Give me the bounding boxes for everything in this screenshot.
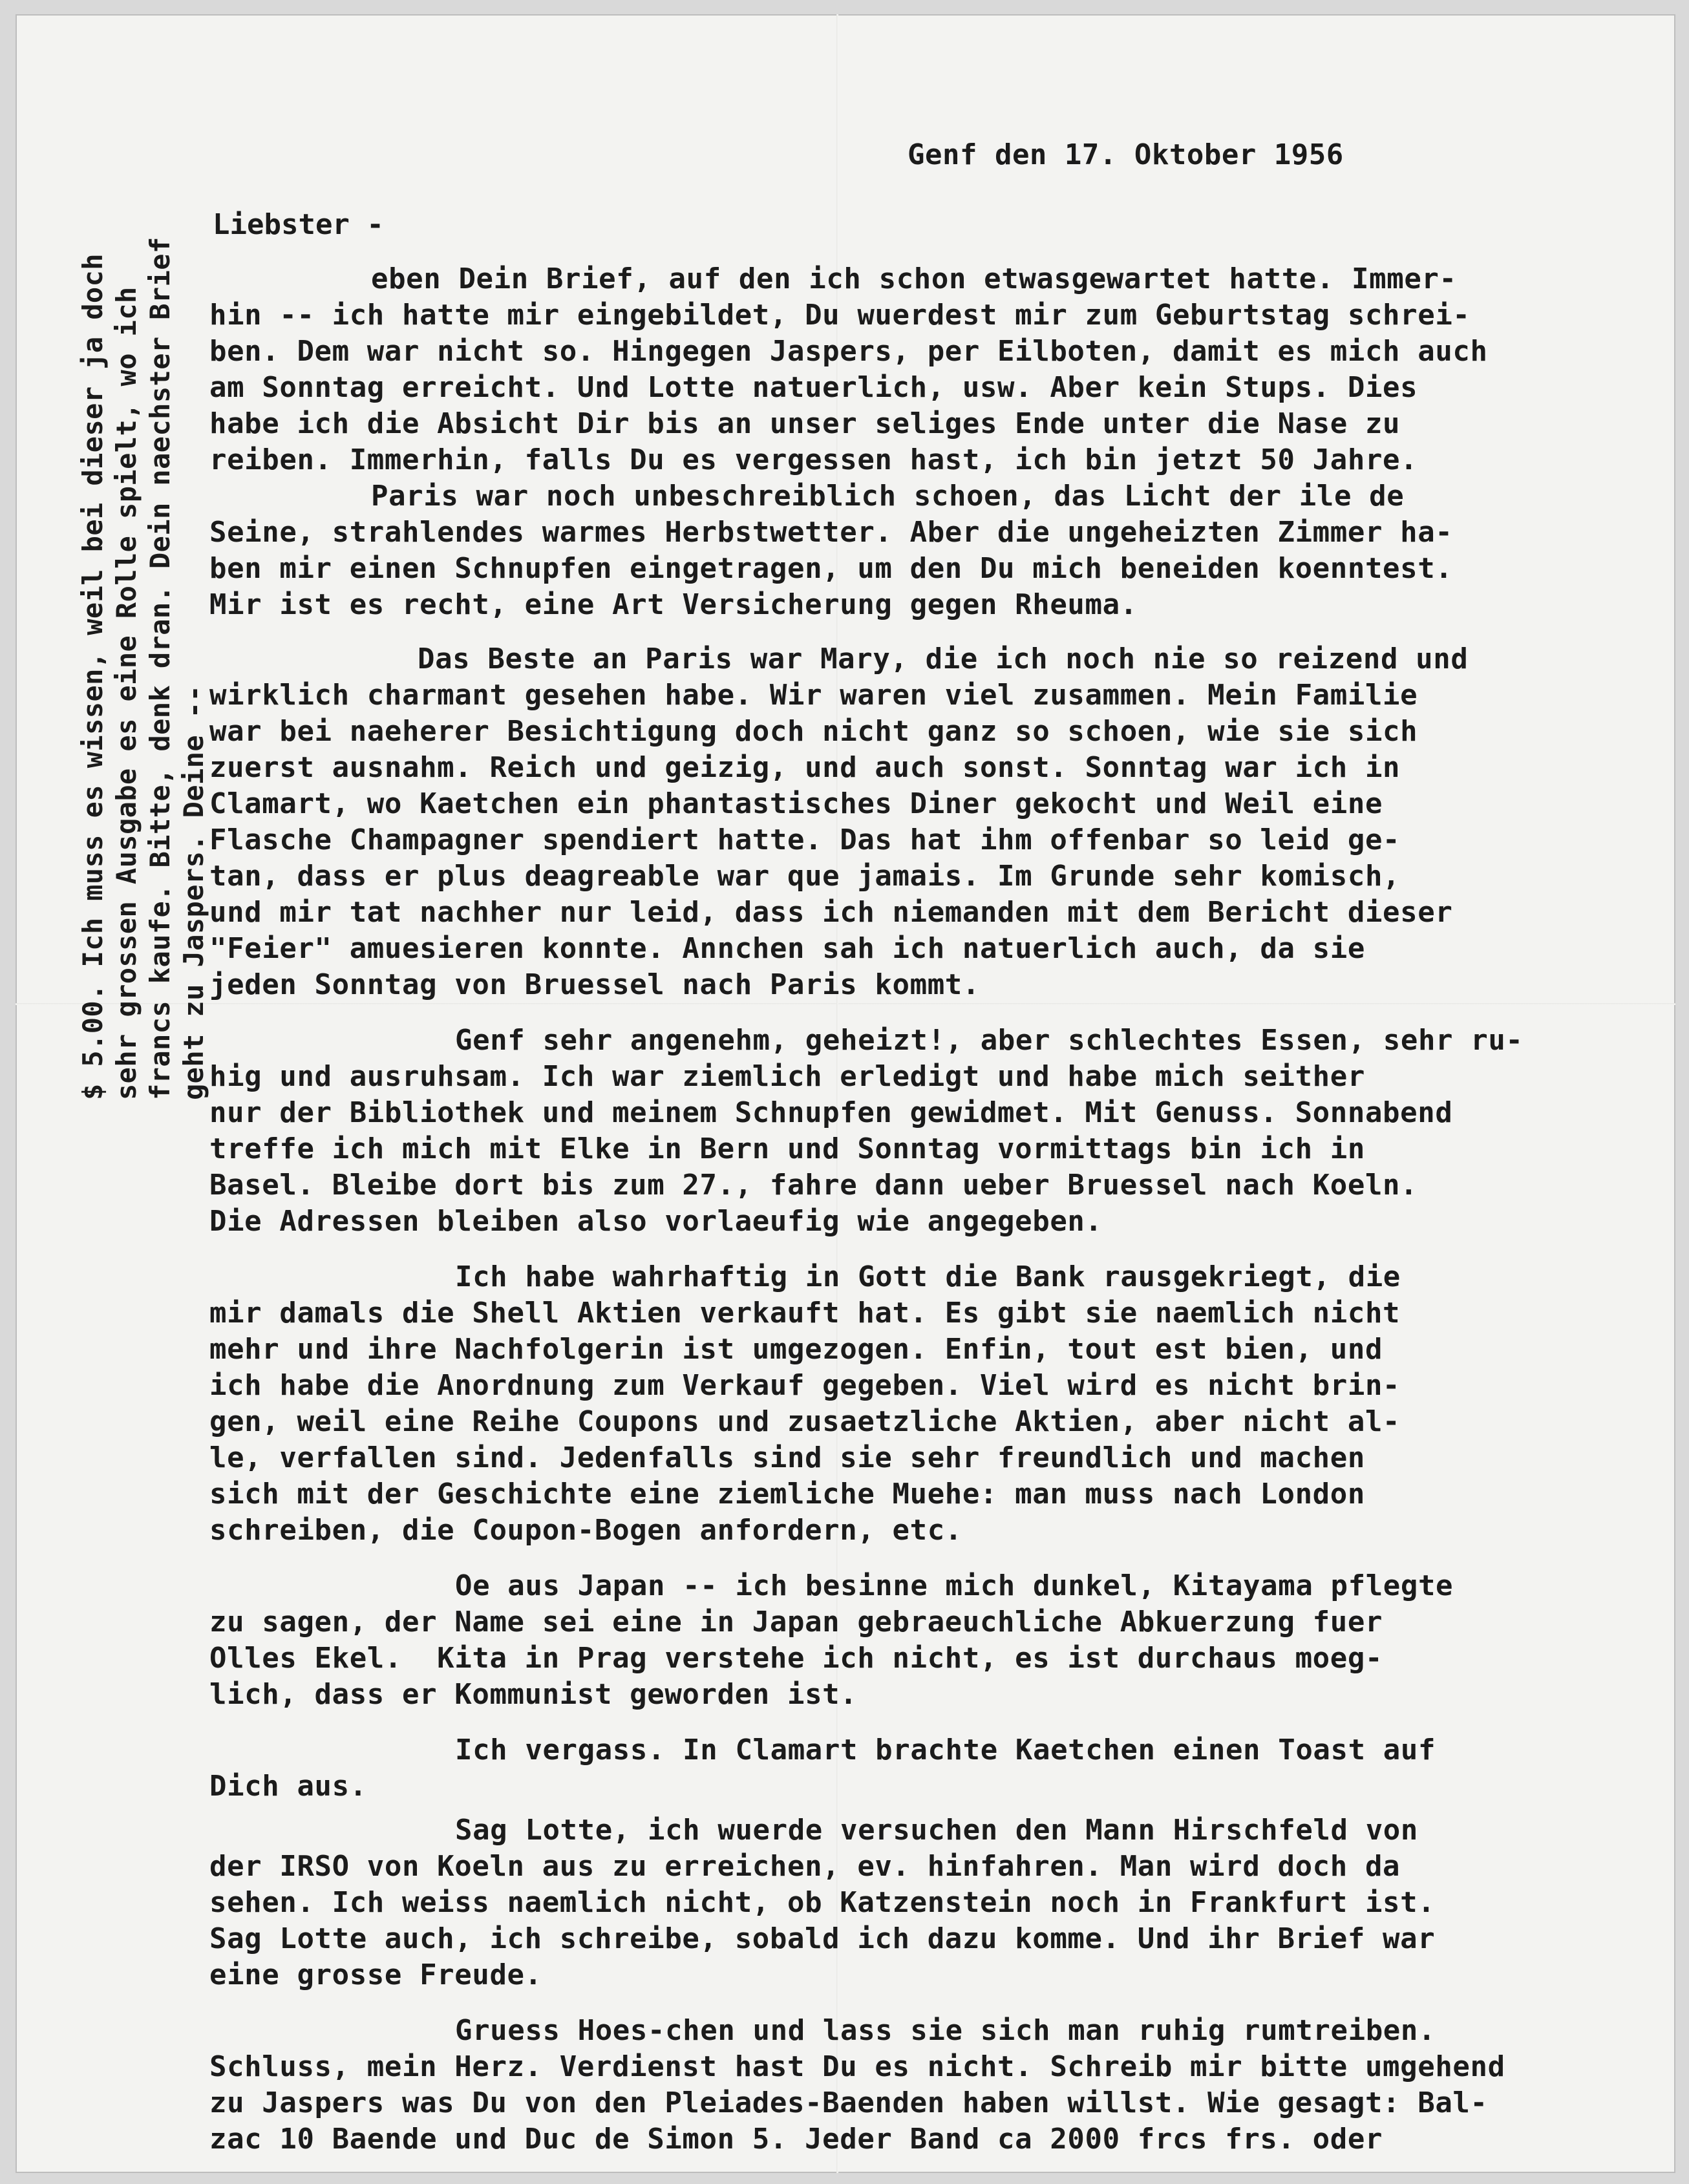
text-line: zuerst ausnahm. Reich und geizig, und auch sonst. Sonntag war ich in [209, 751, 1401, 784]
text-line: nur der Bibliothek und meinem Schnupfen gewidmet. Mit Genuss. Sonnabend [209, 1096, 1453, 1129]
text-line: Paris war noch unbeschreiblich schoen, das Licht der ile de [371, 480, 1405, 513]
letter-page [16, 14, 1675, 2173]
text-line: mehr und ihre Nachfolgerin ist umgezogen. Enfin, tout est bien, und [209, 1333, 1383, 1366]
text-line: zac 10 Baende und Duc de Simon 5. Jeder Band ca 2000 frcs frs. oder [209, 2123, 1383, 2156]
text-line: Oe aus Japan -- ich besinne mich dunkel, Kitayama pflegte [455, 1569, 1454, 1602]
text-line: sich mit der Geschichte eine ziemliche Muehe: man muss nach London [209, 1478, 1365, 1511]
text-line: schreiben, die Coupon-Bogen anfordern, etc. [209, 1514, 962, 1547]
text-line: Ich vergass. In Clamart brachte Kaetchen einen Toast auf [455, 1733, 1436, 1766]
text-line: sehen. Ich weiss naemlich nicht, ob Katzenstein noch in Frankfurt ist. [209, 1886, 1436, 1919]
text-line: hig und ausruhsam. Ich war ziemlich erledigt und habe mich seither [209, 1060, 1365, 1093]
text-line: lich, dass er Kommunist geworden ist. [209, 1678, 858, 1711]
text-line: Mir ist es recht, eine Art Versicherung gegen Rheuma. [209, 588, 1138, 621]
text-line: Basel. Bleibe dort bis zum 27., fahre dann ueber Bruessel nach Koeln. [209, 1169, 1418, 1202]
text-line: Sag Lotte auch, ich schreibe, sobald ich dazu komme. Und ihr Brief war [209, 1922, 1436, 1955]
text-line: le, verfallen sind. Jedenfalls sind sie sehr freundlich und machen [209, 1441, 1365, 1474]
text-line: tan, dass er plus deagreable war que jamais. Im Grunde sehr komisch, [209, 860, 1401, 893]
text-line: Flasche Champagner spendiert hatte. Das hat ihm offenbar so leid ge- [209, 823, 1401, 856]
margin-note-line: sehr grossen Ausgabe es eine Rolle spielt, wo ich [111, 286, 142, 1100]
text-line: treffe ich mich mit Elke in Bern und Sonntag vormittags bin ich in [209, 1132, 1365, 1165]
text-line: zu Jaspers was Du von den Pleiades-Baenden haben willst. Wie gesagt: Bal- [209, 2086, 1488, 2119]
text-line: wirklich charmant gesehen habe. Wir waren viel zusammen. Mein Familie [209, 679, 1418, 712]
text-line: war bei naeherer Besichtigung doch nicht ganz so schoen, wie sie sich [209, 715, 1418, 748]
text-line: hin -- ich hatte mir eingebildet, Du wuerdest mir zum Geburtstag schrei- [209, 299, 1471, 332]
text-line: am Sonntag erreicht. Und Lotte natuerlich, usw. Aber kein Stups. Dies [209, 371, 1418, 404]
margin-note-line: geht zu Jaspers. Deine -- [178, 684, 209, 1100]
text-line: Ich habe wahrhaftig in Gott die Bank rausgekriegt, die [455, 1260, 1401, 1293]
text-line: eine grosse Freude. [209, 1958, 542, 1991]
text-line: ben. Dem war nicht so. Hingegen Jaspers, per Eilboten, damit es mich auch [209, 335, 1488, 368]
text-line: Clamart, wo Kaetchen ein phantastisches Diner gekocht und Weil eine [209, 787, 1383, 820]
text-line: Das Beste an Paris war Mary, die ich noch nie so reizend und [418, 642, 1469, 675]
text-line: Olles Ekel. Kita in Prag verstehe ich nicht, es ist durchaus moeg- [209, 1642, 1383, 1675]
margin-note-line: francs kaufe. Bitte, denk dran. Dein naechster Brief [144, 237, 176, 1100]
margin-note-line: $ 5.00. Ich muss es wissen, weil bei dieser ja doch [77, 253, 109, 1100]
text-line: jeden Sonntag von Bruessel nach Paris kommt. [209, 968, 980, 1001]
text-line: Seine, strahlendes warmes Herbstwetter. Aber die ungeheizten Zimmer ha- [209, 516, 1453, 549]
paper-fold-horizontal [16, 1003, 1675, 1005]
text-line: und mir tat nachher nur leid, dass ich niemanden mit dem Bericht dieser [209, 896, 1453, 929]
letter-date: Genf den 17. Oktober 1956 [908, 138, 1344, 171]
text-line: Gruess Hoes-chen und lass sie sich man ruhig rumtreiben. [455, 2014, 1436, 2047]
text-line: ich habe die Anordnung zum Verkauf gegeben. Viel wird es nicht brin- [209, 1369, 1401, 1402]
text-line: der IRSO von Koeln aus zu erreichen, ev. hinfahren. Man wird doch da [209, 1850, 1401, 1883]
text-line: Dich aus. [209, 1770, 367, 1803]
text-line: Schluss, mein Herz. Verdienst hast Du es nicht. Schreib mir bitte umgehend [209, 2050, 1505, 2083]
text-line: Sag Lotte, ich wuerde versuchen den Mann Hirschfeld von [455, 1814, 1418, 1847]
text-line: reiben. Immerhin, falls Du es vergessen hast, ich bin jetzt 50 Jahre. [209, 443, 1418, 476]
salutation: Liebster - [213, 208, 384, 241]
text-line: Genf sehr angenehm, geheizt!, aber schlechtes Essen, sehr ru- [455, 1024, 1524, 1057]
text-line: eben Dein Brief, auf den ich schon etwasgewartet hatte. Immer- [371, 262, 1457, 295]
text-line: mir damals die Shell Aktien verkauft hat. Es gibt sie naemlich nicht [209, 1297, 1401, 1330]
text-line: habe ich die Absicht Dir bis an unser seliges Ende unter die Nase zu [209, 407, 1401, 440]
text-line: gen, weil eine Reihe Coupons und zusaetzliche Aktien, aber nicht al- [209, 1405, 1401, 1438]
text-line: ben mir einen Schnupfen eingetragen, um den Du mich beneiden koenntest. [209, 552, 1453, 585]
text-line: zu sagen, der Name sei eine in Japan gebraeuchliche Abkuerzung fuer [209, 1606, 1383, 1638]
text-line: "Feier" amuesieren konnte. Annchen sah ich natuerlich auch, da sie [209, 932, 1365, 965]
text-line: Die Adressen bleiben also vorlaeufig wie angegeben. [209, 1205, 1103, 1238]
